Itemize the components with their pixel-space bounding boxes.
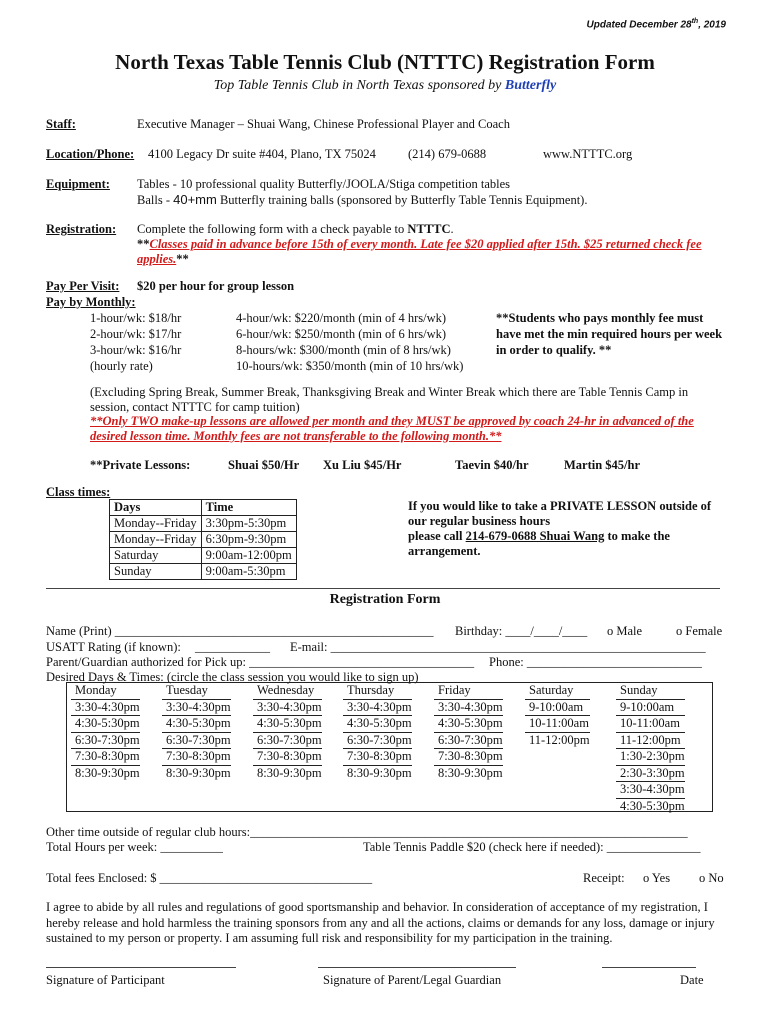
schedule-slot[interactable]: 8:30-9:30pm [71, 765, 140, 782]
private-lessons-label: **Private Lessons: [90, 458, 191, 472]
staff-value: Executive Manager – Shuai Wang, Chinese Professional Player and Coach [137, 117, 510, 131]
section-divider [46, 588, 720, 589]
private-note-line: please call 214-679-0688 Shuai Wang to make the [408, 529, 670, 543]
private-note-line: If you would like to take a PRIVATE LESSON outside of [408, 499, 712, 513]
makeup-policy-line2: desired lesson time. Monthly fees are not transferable to the following month.** [90, 429, 502, 443]
private-lesson-martin: Martin $45/hr [564, 458, 641, 472]
schedule-slot[interactable]: 10-11:00am [616, 715, 685, 732]
monthly-rates [236, 310, 463, 374]
table-cell: Monday--Friday [110, 516, 202, 532]
schedule-slot[interactable]: 9-10:00am [616, 699, 685, 716]
receipt-label: Receipt: [583, 871, 625, 885]
table-row [110, 564, 297, 580]
schedule-slot[interactable]: 3:30-4:30pm [434, 699, 503, 716]
liability-agreement [46, 900, 715, 947]
location-label: Location/Phone: [46, 147, 135, 161]
table-cell: Saturday [110, 548, 202, 564]
email-field[interactable]: E-mail: ____________________________________________________________ [290, 640, 706, 654]
schedule-slot[interactable]: 3:30-4:30pm [162, 699, 231, 716]
schedule-slot[interactable]: 7:30-8:30pm [71, 748, 140, 765]
schedule-day-header: Monday [75, 683, 117, 697]
date-signature-line[interactable] [602, 967, 696, 968]
phone: (214) 679-0688 [408, 147, 487, 161]
private-lesson-xu: Xu Liu $45/Hr [323, 458, 402, 472]
registration-label: Registration: [46, 222, 117, 236]
name-field[interactable]: Name (Print) ___________________________________________________ [46, 624, 434, 638]
page-subtitle: Top Table Tennis Club in North Texas sponsored by Butterfly [213, 78, 557, 93]
total-hours-field[interactable]: Total Hours per week: __________ [46, 840, 223, 854]
schedule-slot[interactable]: 8:30-9:30pm [343, 765, 412, 782]
schedule-slot[interactable]: 11-12:00pm [616, 732, 685, 749]
date-label: Date [680, 973, 704, 987]
agreement-line: I agree to abide by all rules and regulations of good sportsmanship and behavior. In consideration of acceptance of my registration, I [46, 900, 708, 914]
monthly-note [496, 310, 722, 358]
schedule-slot[interactable]: 8:30-9:30pm [253, 765, 322, 782]
guardian-signature-label: Signature of Parent/Legal Guardian [323, 973, 502, 987]
schedule-slot[interactable]: 6:30-7:30pm [253, 732, 322, 749]
monthly-rate: 4-hour/wk: $220/month (min of 4 hrs/wk) [236, 311, 447, 325]
hourly-rate: (hourly rate) [90, 359, 153, 373]
equipment-label: Equipment: [46, 177, 110, 191]
participant-signature-line[interactable] [46, 967, 236, 968]
schedule-slot[interactable]: 7:30-8:30pm [343, 748, 412, 765]
monthly-rate: 8-hours/wk: $300/month (min of 8 hrs/wk) [236, 343, 451, 357]
schedule-slot[interactable]: 7:30-8:30pm [434, 748, 503, 765]
class-times-table [109, 499, 297, 580]
private-lesson-shuai: Shuai $50/Hr [228, 458, 300, 472]
schedule-slot[interactable]: 4:30-5:30pm [434, 715, 503, 732]
schedule-day-header: Wednesday [257, 683, 315, 697]
hourly-rate: 3-hour/wk: $16/hr [90, 343, 182, 357]
table-cell: 9:00am-12:00pm [201, 548, 296, 564]
schedule-slot[interactable]: 3:30-4:30pm [253, 699, 322, 716]
table-cell: 3:30pm-5:30pm [201, 516, 296, 532]
updated-date: Updated December 28th, 2019 [586, 18, 726, 31]
schedule-column-wednesday [257, 683, 322, 781]
schedule-slot[interactable]: 4:30-5:30pm [162, 715, 231, 732]
table-cell: Sunday [110, 564, 202, 580]
hourly-rates [90, 310, 181, 374]
monthly-note-line: **Students who pays monthly fee must [496, 311, 704, 325]
table-cell: 9:00am-5:30pm [201, 564, 296, 580]
schedule-column-friday [438, 683, 503, 781]
registration-form-heading: Registration Form [329, 592, 441, 607]
private-note-line: our regular business hours [408, 514, 551, 528]
table-header: Days [110, 500, 202, 516]
schedule-slot[interactable]: 7:30-8:30pm [253, 748, 322, 765]
schedule-column-saturday [529, 683, 590, 748]
schedule-column-sunday [620, 683, 685, 814]
table-row [110, 516, 297, 532]
male-option[interactable]: o Male [607, 624, 643, 638]
pay-per-visit-value: $20 per hour for group lesson [137, 279, 295, 293]
schedule-slot[interactable]: 4:30-5:30pm [71, 715, 140, 732]
paddle-field[interactable]: Table Tennis Paddle $20 (check here if needed): _______________ [363, 840, 701, 854]
monthly-rate: 6-hour/wk: $250/month (min of 6 hrs/wk) [236, 327, 447, 341]
schedule-slot[interactable]: 3:30-4:30pm [616, 781, 685, 798]
table-cell: 6:30pm-9:30pm [201, 532, 296, 548]
schedule-day-header: Sunday [620, 683, 658, 697]
total-fees-field[interactable]: Total fees Enclosed: $ __________________________________ [46, 871, 373, 885]
receipt-no-option[interactable]: o No [699, 871, 724, 885]
schedule-column-tuesday [166, 683, 231, 781]
excluding-line2: session, contact NTTTC for camp tuition) [90, 400, 300, 414]
schedule-slot[interactable]: 4:30-5:30pm [343, 715, 412, 732]
registration-late-fee-cont: applies.** [137, 252, 189, 266]
table-header-row [110, 500, 297, 516]
table-row [110, 548, 297, 564]
schedule-slot[interactable]: 2:30-3:30pm [616, 765, 685, 782]
schedule-slot[interactable]: 10-11:00am [525, 715, 590, 732]
female-option[interactable]: o Female [676, 624, 723, 638]
registration-late-fee: **Classes paid in advance before 15th of every month. Late fee $20 applied after 15th. $25 returned check fee [137, 237, 702, 251]
pay-monthly-label: Pay by Monthly: [46, 295, 136, 309]
monthly-rate: 10-hours/wk: $350/month (min of 10 hrs/wk) [236, 359, 464, 373]
registration-line1: Complete the following form with a check payable to NTTTC. [137, 222, 454, 236]
monthly-note-line: have met the min required hours per week [496, 327, 723, 341]
schedule-slot[interactable]: 11-12:00pm [525, 732, 590, 749]
hourly-rate: 1-hour/wk: $18/hr [90, 311, 182, 325]
schedule-slot[interactable]: 6:30-7:30pm [71, 732, 140, 749]
schedule-slot[interactable]: 8:30-9:30pm [434, 765, 503, 782]
excluding-line1: (Excluding Spring Break, Summer Break, Thanksgiving Break and Winter Break which there are Table Tennis Camp in [90, 385, 689, 399]
other-time-field[interactable]: Other time outside of regular club hours:______________________________________________________________________ [46, 825, 688, 839]
schedule-column-thursday [347, 683, 412, 781]
pay-per-visit-label: Pay Per Visit: [46, 279, 120, 293]
receipt-yes-option[interactable]: o Yes [643, 871, 671, 885]
guardian-signature-line[interactable] [318, 967, 516, 968]
agreement-line: hereby release and hold harmless the training sponsors from any and all the actions, claims or demands for any loss, damage or injury [46, 915, 715, 930]
address: 4100 Legacy Dr suite #404, Plano, TX 75024 [148, 147, 376, 161]
schedule-slot[interactable]: 1:30-2:30pm [616, 748, 685, 765]
staff-label: Staff: [46, 117, 76, 131]
usatt-rating-label: USATT Rating (if known): [46, 640, 181, 654]
schedule-table [66, 682, 713, 812]
schedule-slot[interactable]: 9-10:00am [525, 699, 590, 716]
table-header: Time [201, 500, 296, 516]
participant-signature-label: Signature of Participant [46, 973, 165, 987]
schedule-slot[interactable]: 6:30-7:30pm [434, 732, 503, 749]
schedule-slot[interactable]: 4:30-5:30pm [616, 798, 685, 815]
contact-phone-link[interactable]: 214-679-0688 Shuai Wang [465, 529, 605, 543]
table-cell: Monday--Friday [110, 532, 202, 548]
schedule-day-header: Thursday [347, 683, 395, 697]
table-row [110, 532, 297, 548]
schedule-slot[interactable]: 3:30-4:30pm [343, 699, 412, 716]
schedule-slot[interactable]: 6:30-7:30pm [162, 732, 231, 749]
schedule-day-header: Tuesday [166, 683, 208, 697]
sponsor-brand: Butterfly [504, 78, 557, 93]
private-note-line: arrangement. [408, 544, 481, 558]
page-title: North Texas Table Tennis Club (NTTTC) Registration Form [115, 50, 655, 74]
schedule-slot[interactable]: 7:30-8:30pm [162, 748, 231, 765]
guardian-pickup-field[interactable]: Parent/Guardian authorized for Pick up: ____________________________________ [46, 655, 475, 669]
birthday-field[interactable]: Birthday: ____/____/____ [455, 624, 588, 638]
monthly-note-line: in order to qualify. ** [496, 343, 612, 357]
usatt-rating-field[interactable]: ____________ [195, 640, 270, 654]
private-lesson-note [408, 499, 711, 559]
equipment-line2: Balls - 40+mm Butterfly training balls (sponsored by Butterfly Table Tennis Equipment). [137, 192, 588, 207]
schedule-day-header: Friday [438, 683, 471, 697]
schedule-slot[interactable]: 6:30-7:30pm [343, 732, 412, 749]
schedule-slot[interactable]: 3:30-4:30pm [71, 699, 140, 716]
desired-days-label: Desired Days & Times: (circle the class session you would like to sign up) [46, 670, 419, 684]
schedule-column-monday [75, 683, 140, 781]
class-times-label: Class times: [46, 485, 111, 499]
schedule-day-header: Saturday [529, 683, 574, 697]
guardian-phone-field[interactable]: Phone: ____________________________ [489, 655, 702, 669]
private-lesson-taevin: Taevin $40/hr [455, 458, 529, 472]
hourly-rate: 2-hour/wk: $17/hr [90, 327, 182, 341]
schedule-slot[interactable]: 4:30-5:30pm [253, 715, 322, 732]
makeup-policy-line1: **Only TWO make-up lessons are allowed per month and they MUST be approved by coach 24-hr in advanced of the [90, 414, 694, 428]
website: www.NTTTC.org [543, 147, 633, 161]
equipment-line1: Tables - 10 professional quality Butterfly/JOOLA/Stiga competition tables [137, 177, 511, 191]
schedule-slot[interactable]: 8:30-9:30pm [162, 765, 231, 782]
agreement-line: sustained to my person or property. I am assuming full risk and responsibility for my participation in the training. [46, 931, 613, 945]
